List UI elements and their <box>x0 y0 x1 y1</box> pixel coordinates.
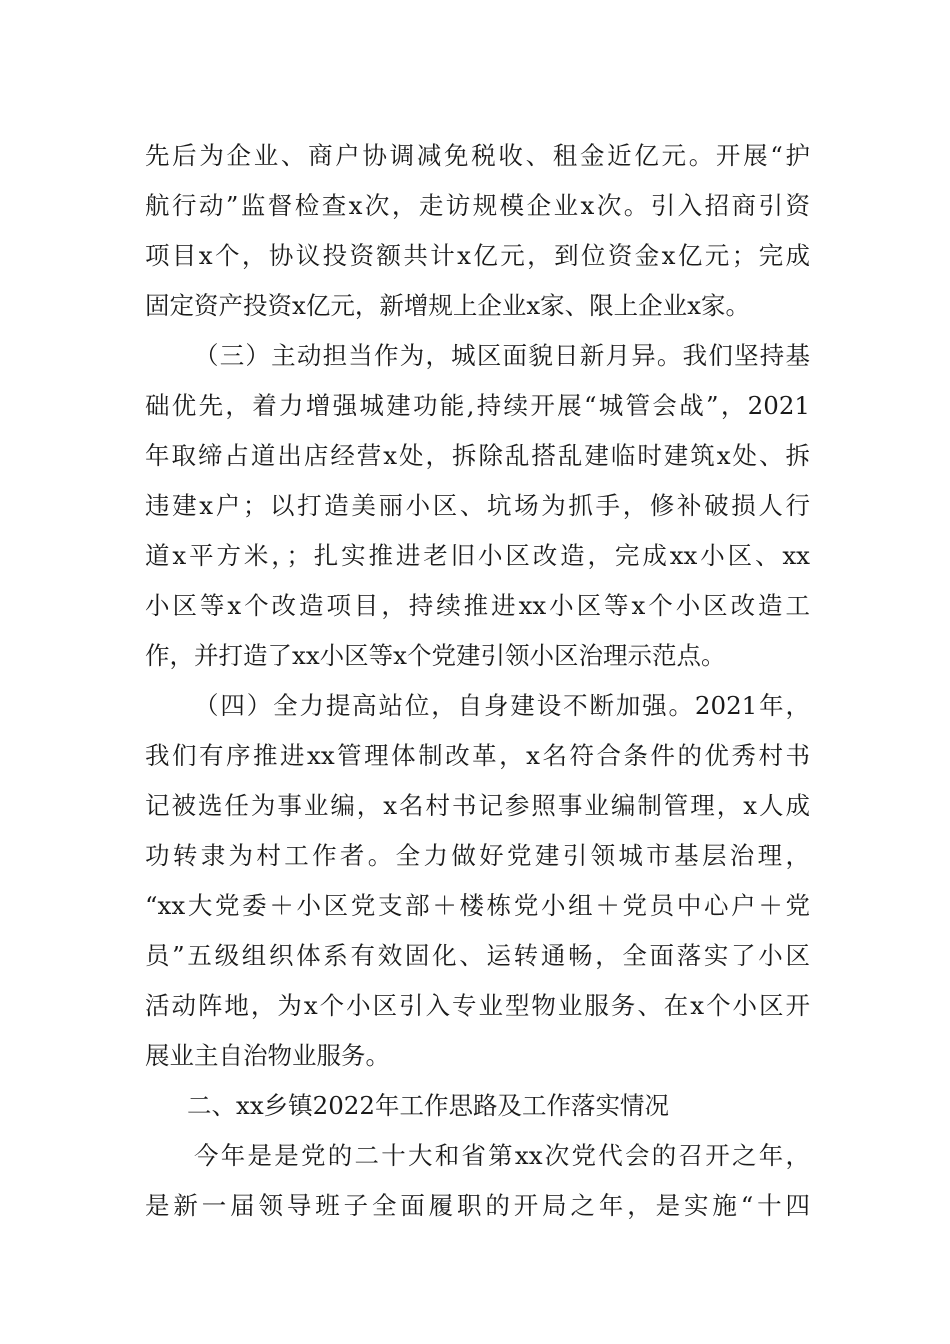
paragraph-line: 是新一届领导班子全面履职的开局之年，是实施“十四 <box>145 1191 810 1220</box>
paragraph-line: 功转隶为村工作者。全力做好党建引领城市基层治理， <box>145 841 810 870</box>
paragraph-line: 航行动”监督检查x次，走访规模企业x次。引入招商引资 <box>145 191 810 220</box>
paragraph-line: 员”五级组织体系有效固化、运转通畅，全面落实了小区 <box>145 941 810 970</box>
paragraph-line: “xx大党委＋小区党支部＋楼栋党小组＋党员中心户＋党 <box>145 891 810 920</box>
paragraph-line: 展业主自治物业服务。 <box>145 1041 390 1070</box>
section-three-line: （三）主动担当作为，城区面貌日新月异。我们坚持基 <box>194 341 810 370</box>
paragraph-line: 项目x个，协议投资额共计x亿元，到位资金x亿元；完成 <box>145 241 810 270</box>
section-four-line: （四）全力提高站位，自身建设不断加强。2021年， <box>194 691 810 720</box>
paragraph-line: 年取缔占道出店经营x处，拆除乱搭乱建临时建筑x处、拆 <box>145 441 810 470</box>
paragraph-line: 今年是是党的二十大和省第xx次党代会的召开之年， <box>194 1141 810 1170</box>
document-body <box>145 131 810 1231</box>
paragraph-line: 作，并打造了xx小区等x个党建引领小区治理示范点。 <box>145 641 726 670</box>
paragraph-line: 小区等x个改造项目，持续推进xx小区等x个小区改造工 <box>145 591 810 620</box>
paragraph-line: 先后为企业、商户协调减免税收、租金近亿元。开展“护 <box>145 141 810 170</box>
paragraph-line: 固定资产投资x亿元，新增规上企业x家、限上企业x家。 <box>145 291 750 320</box>
paragraph-line: 活动阵地，为x个小区引入专业型物业服务、在x个小区开 <box>145 991 810 1020</box>
paragraph-line: 记被选任为事业编，x名村书记参照事业编制管理，x人成 <box>145 791 810 820</box>
paragraph-line: 道x平方米，；扎实推进老旧小区改造，完成xx小区、xx <box>145 541 810 570</box>
paragraph-line: 违建x户；以打造美丽小区、坑场为抓手，修补破损人行 <box>145 491 810 520</box>
section-heading: 二、xx乡镇2022年工作思路及工作落实情况 <box>187 1091 669 1120</box>
paragraph-line: 础优先，着力增强城建功能,持续开展“城管会战”，2021 <box>145 391 810 420</box>
paragraph-line: 我们有序推进xx管理体制改革，x名符合条件的优秀村书 <box>145 741 810 770</box>
